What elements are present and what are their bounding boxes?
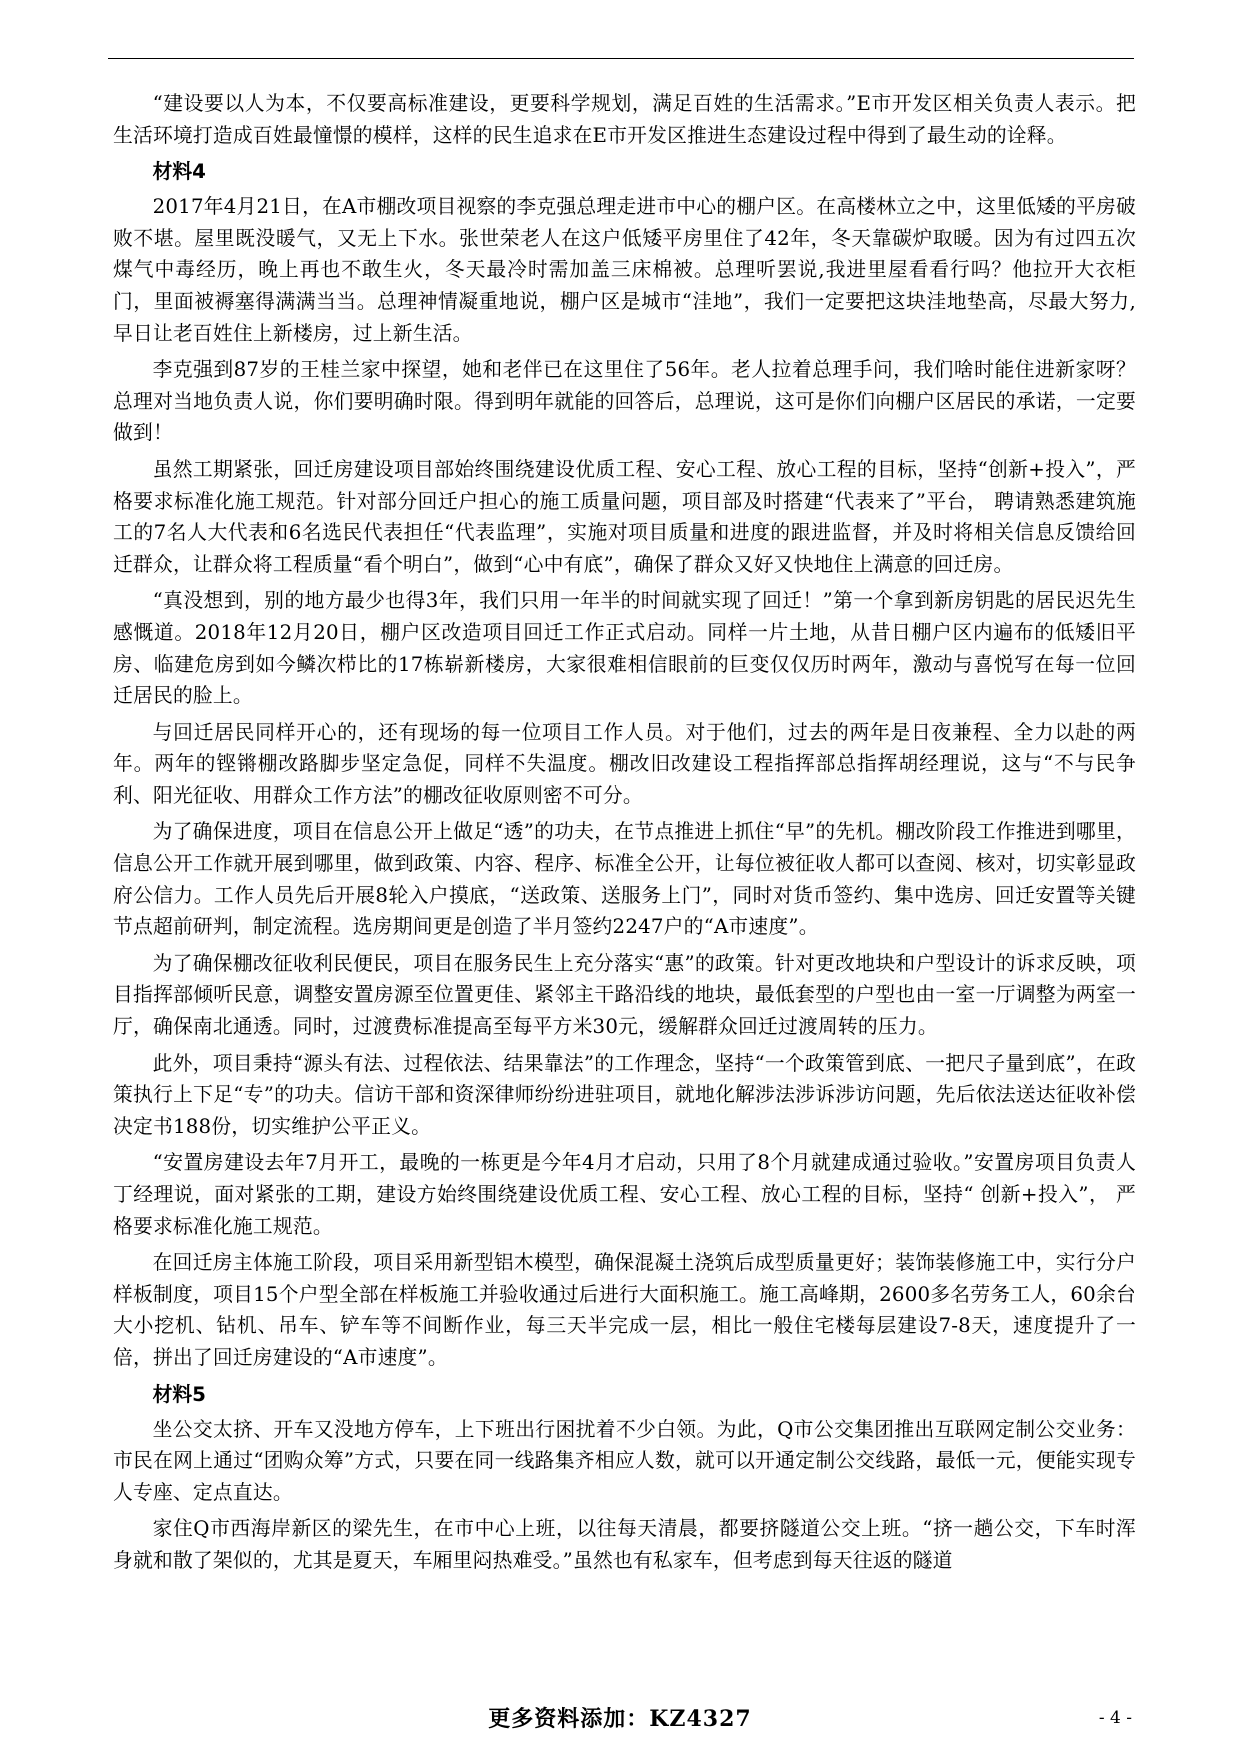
document-body	[113, 88, 1136, 1582]
paragraph: 李克强到87岁的王桂兰家中探望，她和老伴已在这里住了56年。老人拉着总理手问，我们啥时能住进新家呀？总理对当地负责人说，你们要明确时限。得到明年就能的回答后，总理说，这可是你们向棚户区居民的承诺，一定要做到！	[113, 358, 1136, 445]
paragraph: “建设要以人为本，不仅要高标准建设，更要科学规划，满足百姓的生活需求。”E市开发区相关负责人表示。把生活环境打造成百姓最憧憬的模样，这样的民生追求在E市开发区推进生态建设过程中得到了最生动的诠释。	[113, 92, 1136, 147]
paragraph: 家住Q市西海岸新区的梁先生，在市中心上班，以往每天清晨，都要挤隧道公交上班。“挤一趟公交，下车时浑身就和散了架似的，尤其是夏天，车厢里闷热难受。”虽然也有私家车，但考虑到每天往返的隧道	[113, 1517, 1136, 1572]
section-heading: 材料5	[152, 1382, 206, 1406]
paragraph: 2017年4月21日，在A市棚改项目视察的李克强总理走进市中心的棚户区。在高楼林立之中，这里低矮的平房破败不堪。屋里既没暖气，又无上下水。张世荣老人在这户低矮平房里住了42年，冬天靠碳炉取暖。因为有过四五次煤气中毒经历，晚上再也不敢生火，冬天最冷时需加盖三床棉被。总理听罢说,我进里屋看看行吗？他拉开大衣柜门，里面被褥塞得满满当当。总理神情凝重地说，棚户区是城市“洼地”，我们一定要把这块洼地垫高，尽最大努力,早日让老百姓住上新楼房，过上新生活。	[113, 195, 1136, 345]
paragraph: 在回迁房主体施工阶段，项目采用新型铝木模型，确保混凝土浇筑后成型质量更好；装饰装修施工中，实行分户样板制度，项目15个户型全部在样板施工并验收通过后进行大面积施工。施工高峰期，2600多名劳务工人，60余台大小挖机、钻机、吊车、铲车等不间断作业，每三天半完成一层，相比一般住宅楼每层建设7-8天，速度提升了一倍，拼出了回迁房建设的“A市速度”。	[113, 1251, 1136, 1369]
paragraph: 为了确保进度，项目在信息公开上做足“透”的功夫，在节点推进上抓住“早”的先机。棚改阶段工作推进到哪里，信息公开工作就开展到哪里，做到政策、内容、程序、标准全公开，让每位被征收人都可以查阅、核对，切实彰显政府公信力。工作人员先后开展8轮入户摸底，“送政策、送服务上门”，同时对货币签约、集中选房、回迁安置等关键节点超前研判，制定流程。选房期间更是创造了半月签约2247户的“A市速度”。	[113, 820, 1136, 939]
paragraph: “安置房建设去年7月开工，最晚的一栋更是今年4月才启动，只用了8个月就建成通过验收。”安置房项目负责人丁经理说，面对紧张的工期，建设方始终围绕建设优质工程、安心工程、放心工程的目标，坚持“ 创新+投入”， 严格要求标准化施工规范。	[113, 1151, 1136, 1238]
page-number: - 4 -	[1098, 1708, 1132, 1728]
paragraph: “真没想到，别的地方最少也得3年，我们只用一年半的时间就实现了回迁！”第一个拿到新房钥匙的居民迟先生感慨道。2018年12月20日，棚户区改造项目回迁工作正式启动。同样一片土地，从昔日棚户区内遍布的低矮旧平房、临建危房到如今鳞次栉比的17栋崭新楼房，大家很难相信眼前的巨变仅仅历时两年，激动与喜悦写在每一位回迁居民的脸上。	[113, 589, 1136, 708]
section-heading: 材料4	[152, 160, 206, 184]
paragraph: 虽然工期紧张，回迁房建设项目部始终围绕建设优质工程、安心工程、放心工程的目标，坚持“创新+投入”，严格要求标准化施工规范。针对部分回迁户担心的施工质量问题，项目部及时搭建“代表来了”平台， 聘请熟悉建筑施工的7名人大代表和6名选民代表担任“代表监理”，实施对项目质量和进度的跟进监督，并及时将相关信息反馈给回迁群众，让群众将工程质量“看个明白”，做到“心中有底”，确保了群众又好又快地住上满意的回迁房。	[113, 457, 1136, 576]
paragraph: 坐公交太挤、开车又没地方停车，上下班出行困扰着不少白领。为此，Q市公交集团推出互联网定制公交业务：市民在网上通过“团购众筹”方式，只要在同一线路集齐相应人数，就可以开通定制公交线路，最低一元，便能实现专人专座、定点直达。	[113, 1417, 1136, 1504]
header-rule	[108, 58, 1134, 59]
paragraph: 此外，项目秉持“源头有法、过程依法、结果靠法”的工作理念，坚持“一个政策管到底、一把尺子量到底”，在政策执行上下足“专”的功夫。信访干部和资深律师纷纷进驻项目，就地化解涉法涉诉涉访问题，先后依法送达征收补偿决定书188份，切实维护公平正义。	[113, 1051, 1136, 1138]
paragraph: 为了确保棚改征收利民便民，项目在服务民生上充分落实“惠”的政策。针对更改地块和户型设计的诉求反映，项目指挥部倾听民意，调整安置房源至位置更佳、紧邻主干路沿线的地块，最低套型的户型也由一室一厅调整为两室一厅，确保南北通透。同时，过渡费标准提高至每平方米30元，缓解群众回迁过渡周转的压力。	[113, 951, 1136, 1039]
paragraph: 与回迁居民同样开心的，还有现场的每一位项目工作人员。对于他们，过去的两年是日夜兼程、全力以赴的两年。两年的铿锵棚改路脚步坚定急促，同样不失温度。棚改旧改建设工程指挥部总指挥胡经理说，这与“不与民争利、阳光征收、用群众工作方法”的棚改征收原则密不可分。	[113, 720, 1136, 807]
footer-contact-text: 更多资料添加：KZ4327	[488, 1706, 752, 1732]
